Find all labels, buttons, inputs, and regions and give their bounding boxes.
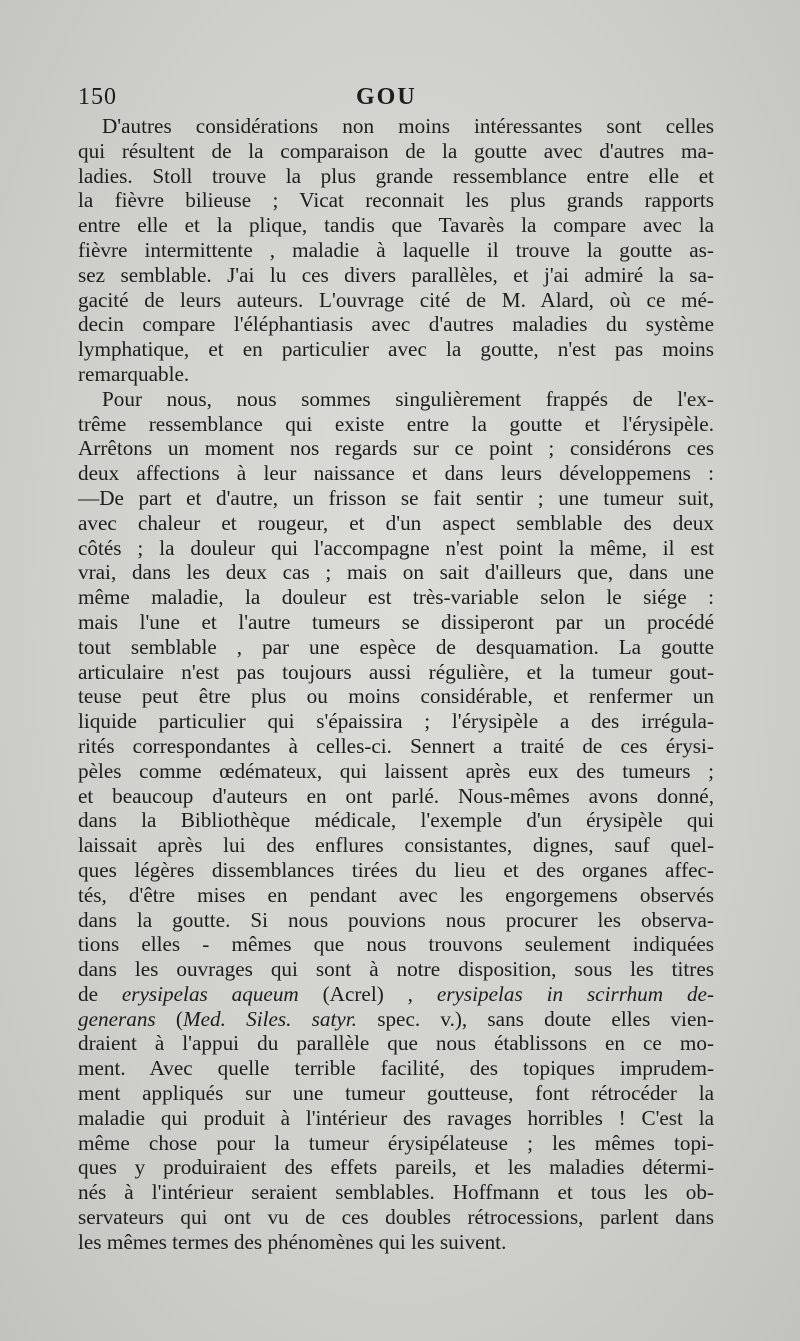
- text-line: sez semblable. J'ai lu ces divers parallèles, et j'ai admiré la sa-: [78, 262, 714, 287]
- text-line: côtés ; la douleur qui l'accompagne n'est point la même, il est: [78, 535, 714, 560]
- text-line: mais l'une et l'autre tumeurs se dissiperont par un procédé: [78, 609, 714, 634]
- text-line: lymphatique, et en particulier avec la goutte, n'est pas moins: [78, 337, 714, 362]
- text-line: articulaire n'est pas toujours aussi régulière, et la tumeur gout-: [78, 659, 714, 684]
- text-line: draient à l'appui du parallèle que nous établissons en ce mo-: [78, 1031, 714, 1056]
- text-line: les mêmes termes des phénomènes qui les suivent.: [78, 1229, 507, 1254]
- running-head: GOU: [356, 84, 417, 110]
- text-line: fièvre intermittente , maladie à laquelle il trouve la goutte as-: [78, 237, 714, 262]
- text-line: dans les ouvrages qui sont à notre disposition, sous les titres: [78, 957, 714, 982]
- body-text: [78, 114, 714, 1255]
- text-line: decin compare l'éléphantiasis avec d'autres maladies du système: [78, 312, 714, 337]
- text-line: servateurs qui ont vu de ces doubles rétrocessions, parlent dans: [78, 1205, 714, 1230]
- text-line: qui résultent de la comparaison de la goutte avec d'autres ma-: [78, 138, 714, 163]
- text-line: ques légères dissemblances tirées du lieu et des organes affec-: [78, 857, 714, 882]
- text-line: D'autres considérations non moins intéressantes sont celles: [102, 114, 714, 138]
- text-line: maladie qui produit à l'intérieur des ravages horribles ! C'est la: [78, 1105, 714, 1130]
- text-line: deux affections à leur naissance et dans leurs développemens :: [78, 461, 714, 486]
- text-line: Arrêtons un moment nos regards sur ce point ; considérons ces: [78, 436, 714, 461]
- paragraph-1: [78, 114, 714, 387]
- text-run: (: [155, 1006, 183, 1031]
- page-header: [78, 84, 718, 114]
- text-line: —De part et d'autre, un frisson se fait sentir ; une tumeur suit,: [78, 485, 714, 510]
- italic-title: generans: [78, 1006, 156, 1031]
- italic-citation: Med. Siles. satyr.: [182, 1006, 357, 1031]
- text-line-with-italics: [78, 982, 714, 1007]
- text-line: et beaucoup d'auteurs en ont parlé. Nous-mêmes avons donné,: [78, 783, 714, 808]
- text-line: trême ressemblance qui existe entre la goutte et l'érysipèle.: [78, 411, 714, 436]
- text-line: tout semblable , par une espèce de desquamation. La goutte: [78, 634, 714, 659]
- text-line: ment appliqués sur une tumeur goutteuse, font rétrocéder la: [78, 1081, 714, 1106]
- text-line: dans la Bibliothèque médicale, l'exemple d'un érysipèle qui: [78, 808, 714, 833]
- text-line: ladies. Stoll trouve la plus grande ressemblance entre elle et: [78, 163, 714, 188]
- text-line: ment. Avec quelle terrible facilité, des topiques imprudem-: [78, 1056, 714, 1081]
- text-line: laissait après lui des enflures consistantes, dignes, sauf quel-: [78, 833, 714, 858]
- text-line: la fièvre bilieuse ; Vicat reconnait les plus grands rapports: [78, 188, 714, 213]
- text-line: rités correspondantes à celles-ci. Sennert a traité de ces érysi-: [78, 733, 714, 758]
- text-line: avec chaleur et rougeur, et d'un aspect semblable des deux: [78, 510, 714, 535]
- text-line: remarquable.: [78, 361, 190, 386]
- text-run: de: [78, 981, 122, 1006]
- page-number: 150: [78, 84, 117, 110]
- text-line: tés, d'être mises en pendant avec les engorgemens observés: [78, 882, 714, 907]
- text-line: gacité de leurs auteurs. L'ouvrage cité de M. Alard, où ce mé-: [78, 287, 714, 312]
- text-line: Pour nous, nous sommes singulièrement frappés de l'ex-: [102, 386, 714, 411]
- italic-title: erysipelas in scirrhum de-: [436, 981, 714, 1006]
- text-line: teuse peut être plus ou moins considérable, et renfermer un: [78, 684, 714, 709]
- text-line-with-italics: [78, 1007, 714, 1032]
- italic-title: erysipelas aqueum: [121, 981, 299, 1006]
- text-run: spec. v.), sans doute elles vien-: [356, 1006, 714, 1031]
- text-line: nés à l'intérieur seraient semblables. Hoffmann et tous les ob-: [78, 1180, 714, 1205]
- text-line: pèles comme œdémateux, qui laissent après eux des tumeurs ;: [78, 758, 714, 783]
- text-line: tions elles - mêmes que nous trouvons seulement indiquées: [78, 932, 714, 957]
- text-line: dans la goutte. Si nous pouvions nous procurer les observa-: [78, 907, 714, 932]
- text-line: même chose pour la tumeur érysipélateuse ; les mêmes topi-: [78, 1130, 714, 1155]
- text-line: ques y produiraient des effets pareils, et les maladies détermi-: [78, 1155, 714, 1180]
- text-line: vrai, dans les deux cas ; mais on sait d'ailleurs que, dans une: [78, 560, 714, 585]
- text-line: entre elle et la plique, tandis que Tavarès la compare avec la: [78, 213, 714, 238]
- paragraph-2: [78, 387, 714, 1255]
- text-run: (Acrel) ,: [298, 981, 437, 1006]
- text-line: même maladie, la douleur est très-variable selon le siége :: [78, 585, 714, 610]
- text-line: liquide particulier qui s'épaissira ; l'érysipèle a des irrégula-: [78, 709, 714, 734]
